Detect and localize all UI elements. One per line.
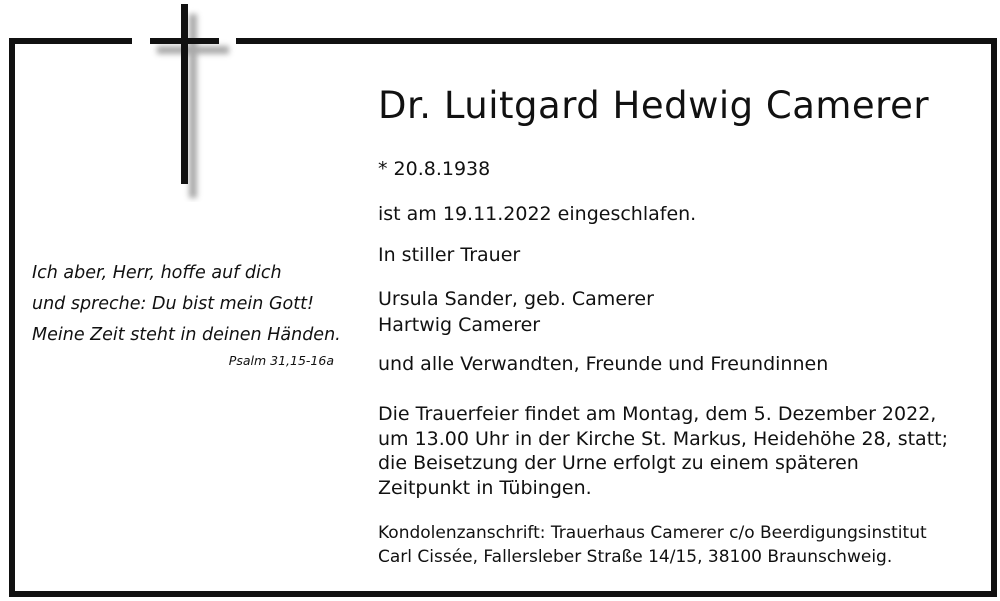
condolence-address (378, 522, 927, 569)
relative-name: Ursula Sander, geb. Camerer (378, 288, 654, 310)
verse-line: Meine Zeit steht in deinen Händen. (32, 325, 341, 345)
relatives-line: und alle Verwandten, Freunde und Freundinnen (378, 353, 829, 375)
service-line: die Beisetzung der Urne erfolgt zu einem späteren (378, 452, 859, 474)
address-line: Kondolenzanschrift: Trauerhaus Camerer c/o Beerdigungsinstitut (378, 523, 927, 543)
service-line: Zeitpunkt in Tübingen. (378, 476, 592, 499)
service-line: Die Trauerfeier findet am Montag, dem 5. Dezember 2022, (378, 403, 937, 425)
bible-verse (32, 258, 341, 371)
verse-source: Psalm 31,15-16a (228, 353, 334, 368)
verse-line: und spreche: Du bist mein Gott! (32, 294, 314, 314)
birth-date: * 20.8.1938 (378, 158, 491, 180)
relative-name: Hartwig Camerer (378, 314, 541, 336)
service-line: um 13.00 Uhr in der Kirche St. Markus, Heidehöhe 28, statt; (378, 427, 948, 450)
mourning-line: In stiller Trauer (378, 244, 521, 266)
address-line: Carl Cissée, Fallersleber Straße 14/15, 38100 Braunschweig. (378, 546, 893, 567)
cross-icon (145, 2, 245, 202)
verse-line: Ich aber, Herr, hoffe auf dich (32, 263, 282, 283)
service-details (378, 402, 948, 500)
death-statement: ist am 19.11.2022 eingeschlafen. (378, 203, 697, 225)
deceased-name: Dr. Luitgard Hedwig Camerer (378, 84, 930, 127)
